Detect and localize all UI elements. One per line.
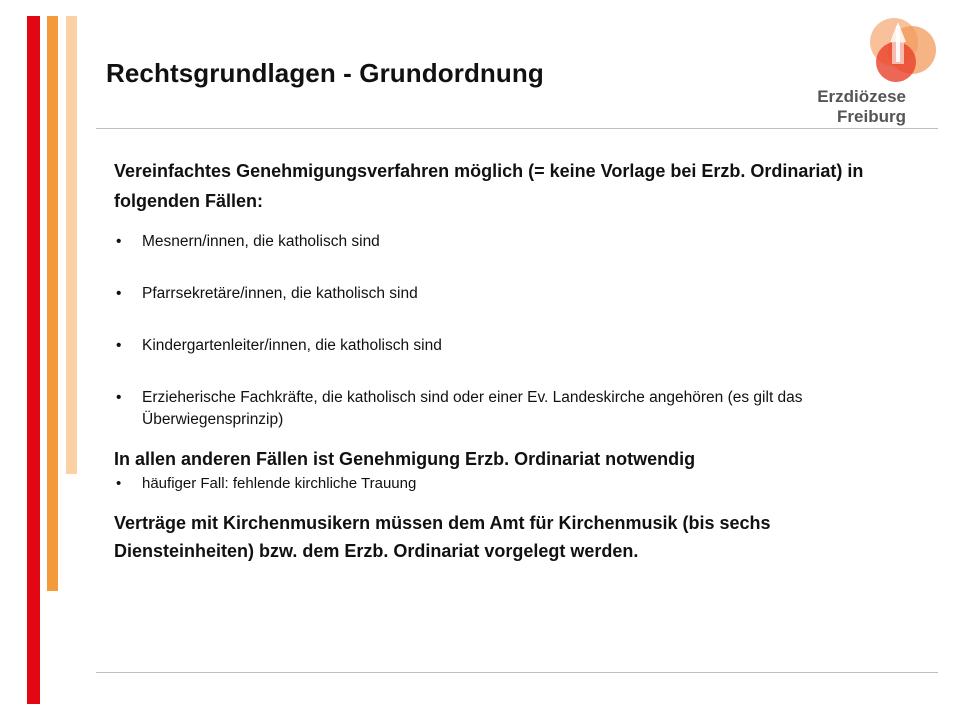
list-item-text: Erzieherische Fachkräfte, die katholisch sind oder einer Ev. Landeskirche angehören (es gilt das Überwiegensprinzip) [142,389,803,428]
bullet: • [116,285,122,302]
list-item [114,231,914,253]
logo-line-2: Freiburg [837,107,906,126]
logo-line-1: Erzdiözese [817,87,906,106]
section-heading-church-musicians: Verträge mit Kirchenmusikern müssen dem Amt für Kirchenmusik (bis sechs Diensteinheiten) bzw. dem Erzb. Ordinariat vorgelegt werden. [114,513,771,561]
list-item [114,387,914,431]
list-item [114,335,914,357]
archdiocese-logo [800,12,940,124]
section-heading-approval-required: In allen anderen Fällen ist Genehmigung Erzb. Ordinariat notwendig [114,449,696,469]
archdiocese-logo-icon [866,12,940,90]
decorative-stripe-peach [66,16,77,474]
bullet: • [116,233,122,250]
bullet: • [116,475,122,492]
list-item-text: häufiger Fall: fehlende kirchliche Trauung [142,475,417,492]
divider-bottom [96,672,938,673]
list-item-text: Kindergartenleiter/innen, die katholisch sind [142,337,442,354]
list-item-text: Pfarrsekretäre/innen, die katholisch sind [142,285,418,302]
approval-list [114,473,914,495]
bullet: • [116,337,122,354]
decorative-stripe-red [27,16,40,704]
slide-content [114,156,914,565]
list-item-text: Mesnern/innen, die katholisch sind [142,233,380,250]
list-item [114,283,914,305]
decorative-stripe-orange [47,16,58,591]
section-heading-simplified-procedure: Vereinfachtes Genehmigungsverfahren möglich (= keine Vorlage bei Erzb. Ordinariat) in folgenden Fällen: [114,161,864,211]
divider-top [96,128,938,129]
list-item [114,473,914,495]
case-list [114,231,914,431]
bullet: • [116,389,122,406]
page-title: Rechtsgrundlagen - Grundordnung [106,58,544,88]
